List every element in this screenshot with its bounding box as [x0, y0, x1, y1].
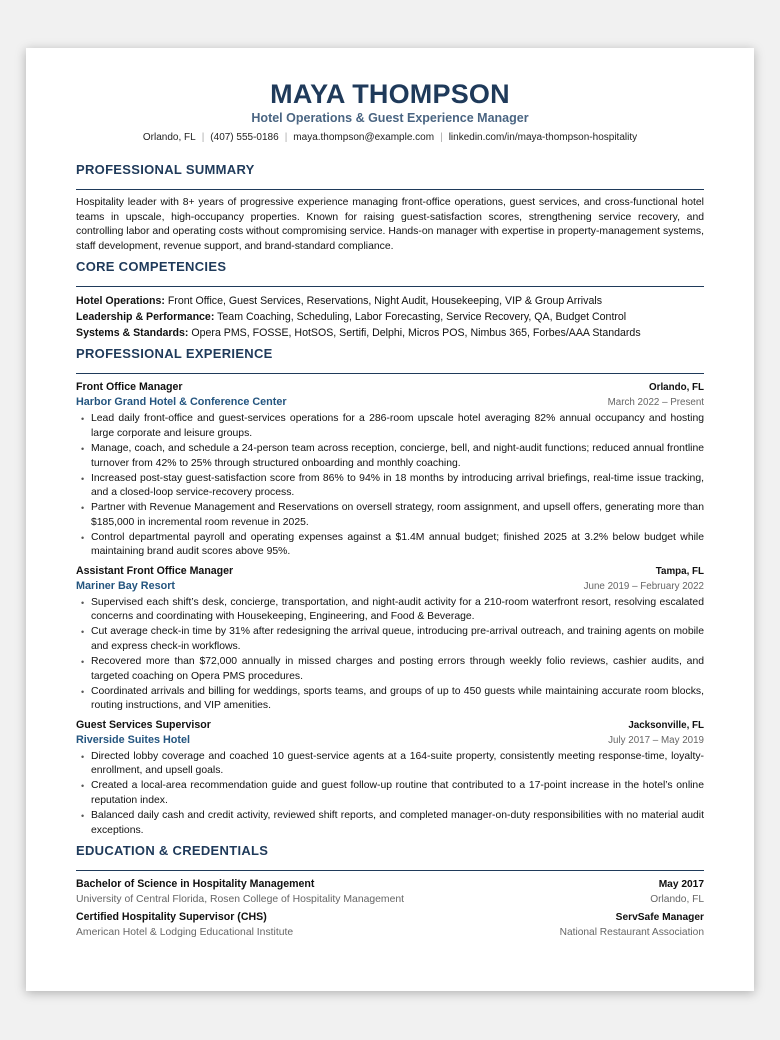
bullet-text: Directed lobby coverage and coached 10 guest-service agents at a 164-suite property, consistently meeting response-time, loyalty-enrollment, and upsell goals. [91, 750, 704, 777]
competency-text: Front Office, Guest Services, Reservations, Night Audit, Housekeeping, VIP & Group Arrivals [164, 295, 602, 308]
contact-separator: | [440, 132, 443, 143]
contact-phone: (407) 555-0186 [210, 132, 279, 143]
credential-issuer-secondary: National Restaurant Association [559, 927, 704, 939]
bullet-text: Balanced daily cash and credit activity, reviewed shift reports, and completed manager-on-duty responsibilities with no material audit exceptions. [91, 809, 704, 836]
contact-separator: | [284, 132, 288, 143]
job-dates: March 2022 – Present [607, 397, 704, 409]
summary-text: Hospitality leader with 8+ years of progressive experience managing front-office operations, guest services, and cross-functional hotel teams in upscale, high-occupancy properties. Known for raising guest-satisfaction scores, strengthening service recovery, and controlling labor and operating costs without compromising service. Hands-on manager with expertise in property-management systems, staff development, revenue support, and brand-standard compliance. [76, 197, 704, 252]
job-bullet [76, 685, 704, 714]
candidate-title: Hotel Operations & Guest Experience Manager [251, 111, 529, 125]
bullet-text: Partner with Revenue Management and Reservations on oversell strategy, room assignment, and upsell offers, generating more than $185,000 in incremental room revenue in 2025. [91, 502, 704, 528]
job-bullet [76, 809, 704, 838]
candidate-name: MAYA THOMPSON [270, 79, 510, 109]
job-bullet [76, 442, 704, 471]
credential-title-secondary: ServSafe Manager [615, 912, 704, 924]
job-company: Riverside Suites Hotel [76, 733, 191, 746]
bullet-text: Increased post-stay guest-satisfaction score from 86% to 94% in 18 months by introducing arrival briefings, real-time issue tracking, and a closed-loop service-recovery process. [91, 472, 704, 499]
resume-page [26, 48, 754, 991]
job-bullet [76, 531, 704, 560]
competencies-heading: CORE COMPETENCIES [76, 259, 704, 287]
experience-heading: PROFESSIONAL EXPERIENCE [76, 346, 704, 374]
degree-date: May 2017 [658, 879, 704, 891]
bullet-text: Cut average check-in time by 31% after redesigning the arrival queue, introducing pre-arrival outreach, and training agents on mobile and express check-in workflows. [91, 626, 704, 653]
job-bullet [76, 501, 704, 530]
job-bullet [76, 472, 704, 501]
competency-line [76, 293, 704, 309]
bullet-text: Recovered more than $72,000 annually in missed charges and posting errors through weekly folio reviews, cashier audits, and targeted coaching on Opera PMS procedures. [91, 656, 704, 682]
bullet-icon: • [81, 627, 85, 638]
bullet-text: Created a local-area recommendation guide and guest follow-up routine that contributed to a 17-point increase in the hotel’s online reputation index. [91, 780, 704, 806]
job-dates: July 2017 – May 2019 [608, 734, 704, 746]
summary-heading: PROFESSIONAL SUMMARY [76, 162, 704, 190]
job-company: Mariner Bay Resort [76, 579, 176, 592]
competency-text: Team Coaching, Scheduling, Labor Forecasting, Service Recovery, QA, Budget Control [214, 311, 627, 324]
job-bullets [76, 596, 704, 714]
bullet-icon: • [81, 686, 85, 697]
resume-header [76, 78, 704, 144]
job-bullets [76, 750, 704, 838]
competency-label: Systems & Standards: [76, 327, 189, 340]
bullet-icon: • [81, 657, 85, 668]
institution-location: Orlando, FL [650, 894, 704, 906]
competency-line [76, 309, 704, 325]
job-bullet [76, 779, 704, 808]
credential-title: Certified Hospitality Supervisor (CHS) [76, 911, 267, 924]
job-bullet [76, 625, 704, 654]
job-dates: June 2019 – February 2022 [583, 580, 704, 592]
job-title: Front Office Manager [76, 381, 183, 394]
competency-label: Hotel Operations: [76, 295, 165, 308]
job-title: Guest Services Supervisor [76, 718, 211, 731]
bullet-icon: • [81, 810, 85, 821]
job-entry [76, 380, 704, 560]
competency-text: Opera PMS, FOSSE, HotSOS, Sertifi, Delphi, Micros POS, Nimbus 365, Forbes/AAA Standards [188, 327, 641, 340]
job-location: Jacksonville, FL [628, 719, 704, 731]
job-location: Orlando, FL [649, 382, 704, 394]
bullet-text: Coordinated arrivals and billing for weddings, sports teams, and groups of up to 450 guests while maintaining accurate room blocks, routing instructions, and VIP amenities. [91, 685, 704, 712]
credential-issuer: American Hotel & Lodging Educational Institute [76, 927, 294, 939]
job-title: Assistant Front Office Manager [76, 564, 234, 577]
job-company: Harbor Grand Hotel & Conference Center [76, 396, 287, 409]
contact-location: Orlando, FL [142, 132, 196, 143]
bullet-text: Control departmental payroll and operating expenses against a $1.4M annual budget; finished 2025 at 3.2% below budget while maintaining brand audit scores above 95%. [91, 531, 704, 558]
education-entry [76, 877, 704, 907]
bullet-icon: • [81, 597, 85, 608]
bullet-icon: • [81, 532, 85, 543]
bullet-text: Manage, coach, and schedule a 24-person team across reception, concierge, bell, and night-audit functions; reduced annual frontline turnover from 42% to 25% through structured onboarding and monthly coaching. [91, 442, 704, 469]
experience-section [76, 346, 704, 838]
job-bullet [76, 596, 704, 625]
job-location: Tampa, FL [655, 565, 704, 577]
competencies-section [76, 259, 704, 341]
job-entry [76, 718, 704, 838]
bullet-text: Supervised each shift’s desk, concierge, transportation, and night-audit activity for a 210-room waterfront resort, resolving escalated concerns and coordinating with Housekeeping, Engineering, and Food & Beverage. [91, 596, 704, 623]
job-entry [76, 564, 704, 714]
bullet-text: Lead daily front-office and guest-services operations for a 286-room upscale hotel averaging 82% annual occupancy and hosting large corporate and leisure groups. [91, 413, 704, 439]
institution-name: University of Central Florida, Rosen College of Hospitality Management [76, 894, 405, 906]
contact-linkedin[interactable]: linkedin.com/in/maya-thompson-hospitality [448, 132, 638, 143]
bullet-icon: • [81, 751, 85, 762]
bullet-icon: • [81, 473, 85, 484]
competency-label: Leadership & Performance: [76, 311, 215, 324]
job-bullet [76, 750, 704, 779]
education-heading: EDUCATION & CREDENTIALS [76, 843, 704, 871]
contact-line [76, 131, 704, 144]
job-bullets [76, 412, 704, 560]
competency-line [76, 325, 704, 341]
credential-entry [76, 910, 704, 940]
bullet-icon: • [81, 443, 85, 454]
job-bullet [76, 655, 704, 684]
education-section [76, 843, 704, 940]
bullet-icon: • [81, 414, 85, 425]
summary-section [76, 162, 704, 254]
bullet-icon: • [81, 503, 85, 514]
job-bullet [76, 412, 704, 441]
contact-separator: | [201, 132, 205, 143]
contact-email[interactable]: maya.thompson@example.com [293, 132, 435, 143]
degree-title: Bachelor of Science in Hospitality Management [76, 878, 315, 891]
bullet-icon: • [81, 781, 85, 792]
